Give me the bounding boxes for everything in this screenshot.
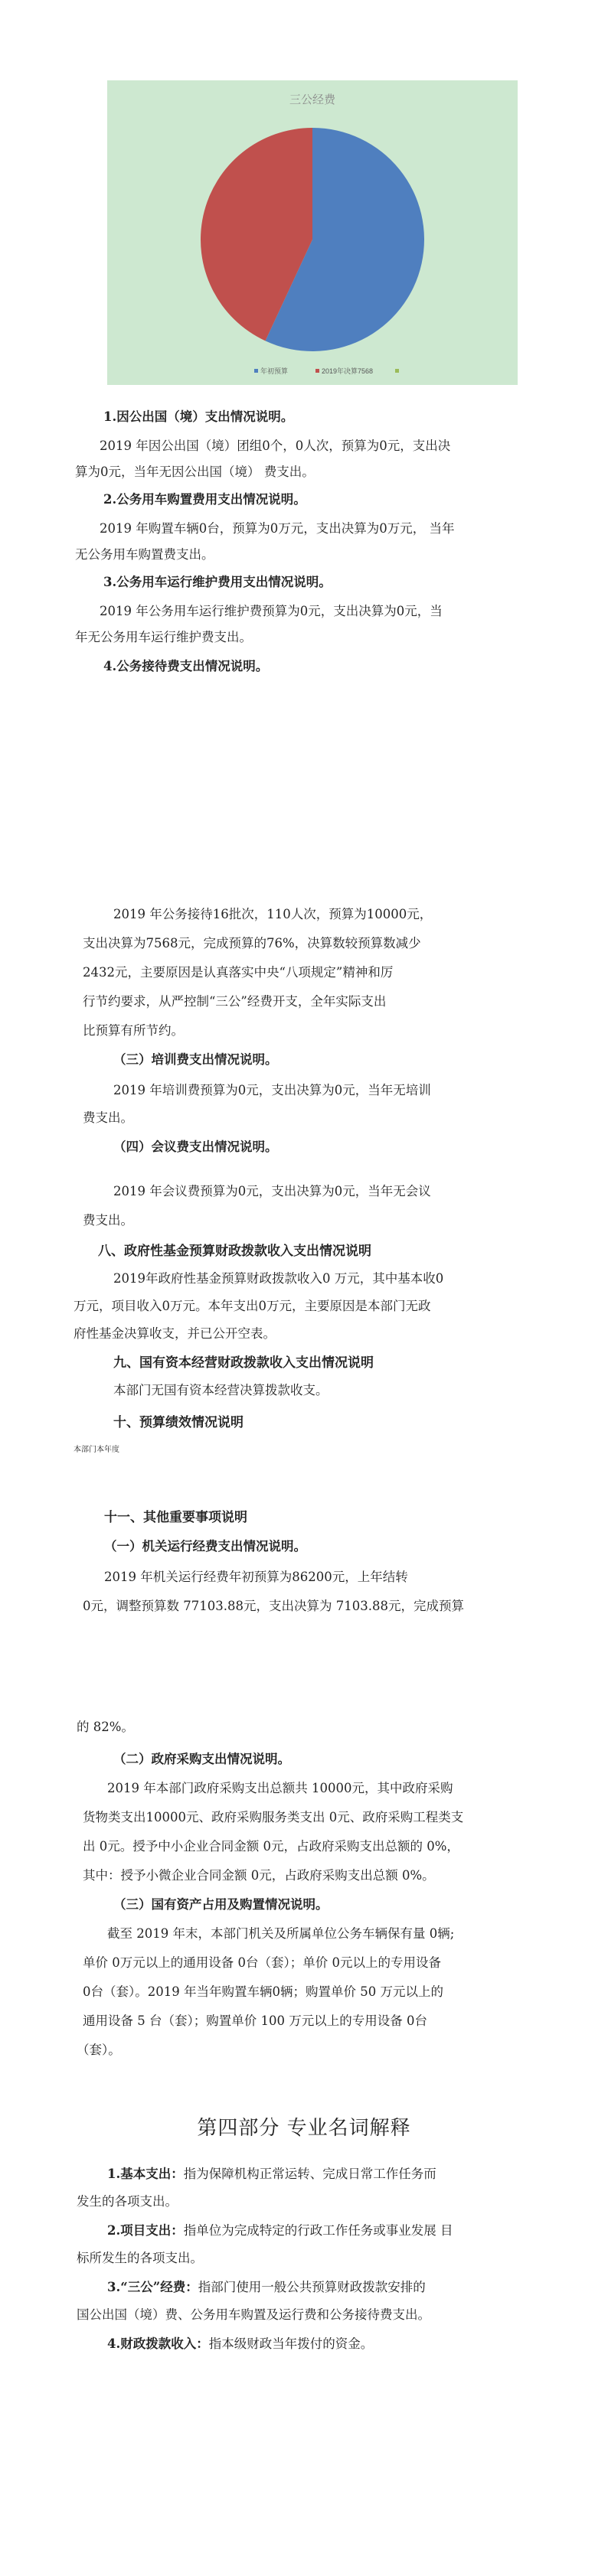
para-line: 行节约要求，从严控制“三公”经费开支，全年实际支出 bbox=[83, 994, 387, 1009]
para-line: 2019年政府性基金预算财政拨款收入0 万元，其中基本收0 bbox=[113, 1271, 444, 1286]
term-three-public bbox=[107, 2274, 426, 2300]
para-line: 府性基金决算收支，并已公开空表。 bbox=[74, 1326, 276, 1341]
para-line: 2019 年购置车辆0台，预算为0万元，支出决算为0万元， 当年 bbox=[100, 521, 455, 536]
heading-reception: 4.公务接待费支出情况说明。 bbox=[103, 659, 269, 673]
term-label: 1.基本支出： bbox=[107, 2167, 184, 2181]
para-line: 费支出。 bbox=[83, 1110, 133, 1125]
section-9-title: 九、国有资本经营财政拨款收入支出情况说明 bbox=[113, 1355, 374, 1371]
term-label: 3.“三公”经费： bbox=[107, 2280, 198, 2294]
heading-meeting: （四）会议费支出情况说明。 bbox=[113, 1140, 278, 1154]
term-definition: 指部门使用一般公共预算财政拨款安排的 bbox=[198, 2280, 426, 2294]
para-line: 发生的各项支出。 bbox=[77, 2194, 178, 2209]
para-line: 本部门无国有资本经营决算拨款收支。 bbox=[113, 1383, 329, 1397]
para-line: 2019 年因公出国（境）团组0个，0人次，预算为0元，支出决 bbox=[100, 439, 451, 453]
term-label: 4.财政拨款收入： bbox=[107, 2336, 209, 2351]
para-line: 0元，调整预算数 77103.88元，支出决算为 7103.88元，完成预算 bbox=[83, 1599, 464, 1613]
heading-operating-costs: （一）机关运行经费支出情况说明。 bbox=[104, 1539, 306, 1554]
para-line: 单价 0万元以上的通用设备 0台（套）；单价 0元以上的专用设备 bbox=[83, 1955, 441, 1970]
heading-vehicle-maintenance: 3.公务用车运行维护费用支出情况说明。 bbox=[103, 575, 332, 589]
section-11-title: 十一、其他重要事项说明 bbox=[104, 1510, 247, 1525]
heading-assets: （三）国有资产占用及购置情况说明。 bbox=[113, 1897, 329, 1912]
para-line: 算为0元，当年无因公出国（境） 费支出。 bbox=[75, 465, 315, 479]
para-line: 费支出。 bbox=[83, 1213, 133, 1228]
term-project-expenditure bbox=[107, 2218, 453, 2244]
legend-swatch-1 bbox=[315, 369, 319, 373]
legend-swatch-2 bbox=[395, 369, 399, 373]
section-10-title: 十、预算绩效情况说明 bbox=[113, 1415, 244, 1430]
legend-swatch-0 bbox=[254, 369, 258, 373]
para-line: 2019 年机关运行经费年初预算为86200元，上年结转 bbox=[104, 1570, 408, 1584]
pie-chart bbox=[107, 80, 518, 385]
para-line: 比预算有所节约。 bbox=[83, 1023, 184, 1038]
para-line: 标所发生的各项支出。 bbox=[77, 2251, 203, 2265]
para-line: 2432元，主要原因是认真落实中央“八项规定”精神和厉 bbox=[83, 965, 394, 980]
para-line: 的 82%。 bbox=[77, 1720, 134, 1734]
para-line: 2019 年公务接待16批次，110人次，预算为10000元， bbox=[113, 907, 433, 921]
term-definition: 指为保障机构正常运转、完成日常工作任务而 bbox=[183, 2167, 436, 2181]
para-line: 支出决算为7568元，完成预算的76%，决算数较预算数减少 bbox=[83, 936, 421, 951]
para-line: 年无公务用车运行维护费支出。 bbox=[75, 630, 252, 644]
section-8-title: 八、政府性基金预算财政拨款收入支出情况说明 bbox=[98, 1244, 371, 1259]
para-line: （套）。 bbox=[77, 2043, 121, 2057]
para-line: 2019 年本部门政府采购支出总额共 10000元，其中政府采购 bbox=[107, 1781, 453, 1795]
para-line: 其中：授予小微企业合同金额 0元，占政府采购支出总额 0%。 bbox=[83, 1868, 435, 1883]
term-definition: 指本级财政当年拨付的资金。 bbox=[208, 2336, 374, 2351]
heading-training: （三）培训费支出情况说明。 bbox=[113, 1052, 278, 1067]
para-line: 截至 2019 年末，本部门机关及所属单位公务车辆保有量 0辆; bbox=[107, 1926, 455, 1941]
para-line: 万元，项目收入0万元。本年支出0万元，主要原因是本部门无政 bbox=[74, 1299, 431, 1313]
para-line: 2019 年会议费预算为0元，支出决算为0元，当年无会议 bbox=[113, 1184, 431, 1198]
para-line: 出 0元。授予中小企业合同金额 0元，占政府采购支出总额的 0%， bbox=[83, 1839, 459, 1854]
para-line: 无公务用车购置费支出。 bbox=[75, 547, 214, 562]
term-label: 2.项目支出： bbox=[107, 2223, 184, 2238]
heading-vehicle-purchase: 2.公务用车购置费用支出情况说明。 bbox=[103, 492, 306, 507]
heading-overseas: 1.因公出国（境）支出情况说明。 bbox=[103, 409, 294, 424]
term-definition: 指单位为完成特定的行政工作任务或事业发展 目 bbox=[183, 2223, 453, 2238]
para-line-small: 本部门本年度 bbox=[74, 1446, 119, 1454]
para-line: 0台（套）。2019 年当年购置车辆0辆；购置单价 50 万元以上的 bbox=[83, 1984, 443, 1999]
pie-chart-svg bbox=[107, 80, 518, 385]
legend-label-1: 2019年决算7568 bbox=[322, 367, 374, 375]
term-basic-expenditure bbox=[107, 2161, 436, 2187]
para-line: 国公出国（境）费、公务用车购置及运行费和公务接待费支出。 bbox=[77, 2307, 430, 2322]
term-fiscal-income bbox=[107, 2331, 373, 2357]
para-line: 2019 年公务用车运行维护费预算为0元，支出决算为0元，当 bbox=[100, 604, 443, 618]
para-line: 2019 年培训费预算为0元，支出决算为0元，当年无培训 bbox=[113, 1083, 431, 1097]
chart-legend bbox=[254, 367, 399, 375]
para-line: 通用设备 5 台（套）；购置单价 100 万元以上的专用设备 0台 bbox=[83, 2014, 427, 2028]
part-4-title: 第四部分 专业名词解释 bbox=[197, 2117, 411, 2140]
heading-procurement: （二）政府采购支出情况说明。 bbox=[113, 1752, 290, 1766]
para-line: 货物类支出10000元、政府采购服务类支出 0元、政府采购工程类支 bbox=[83, 1810, 464, 1824]
chart-title: 三公经费 bbox=[289, 93, 336, 106]
pie-slices bbox=[201, 128, 424, 351]
legend-label-0: 年初预算 bbox=[260, 367, 289, 375]
